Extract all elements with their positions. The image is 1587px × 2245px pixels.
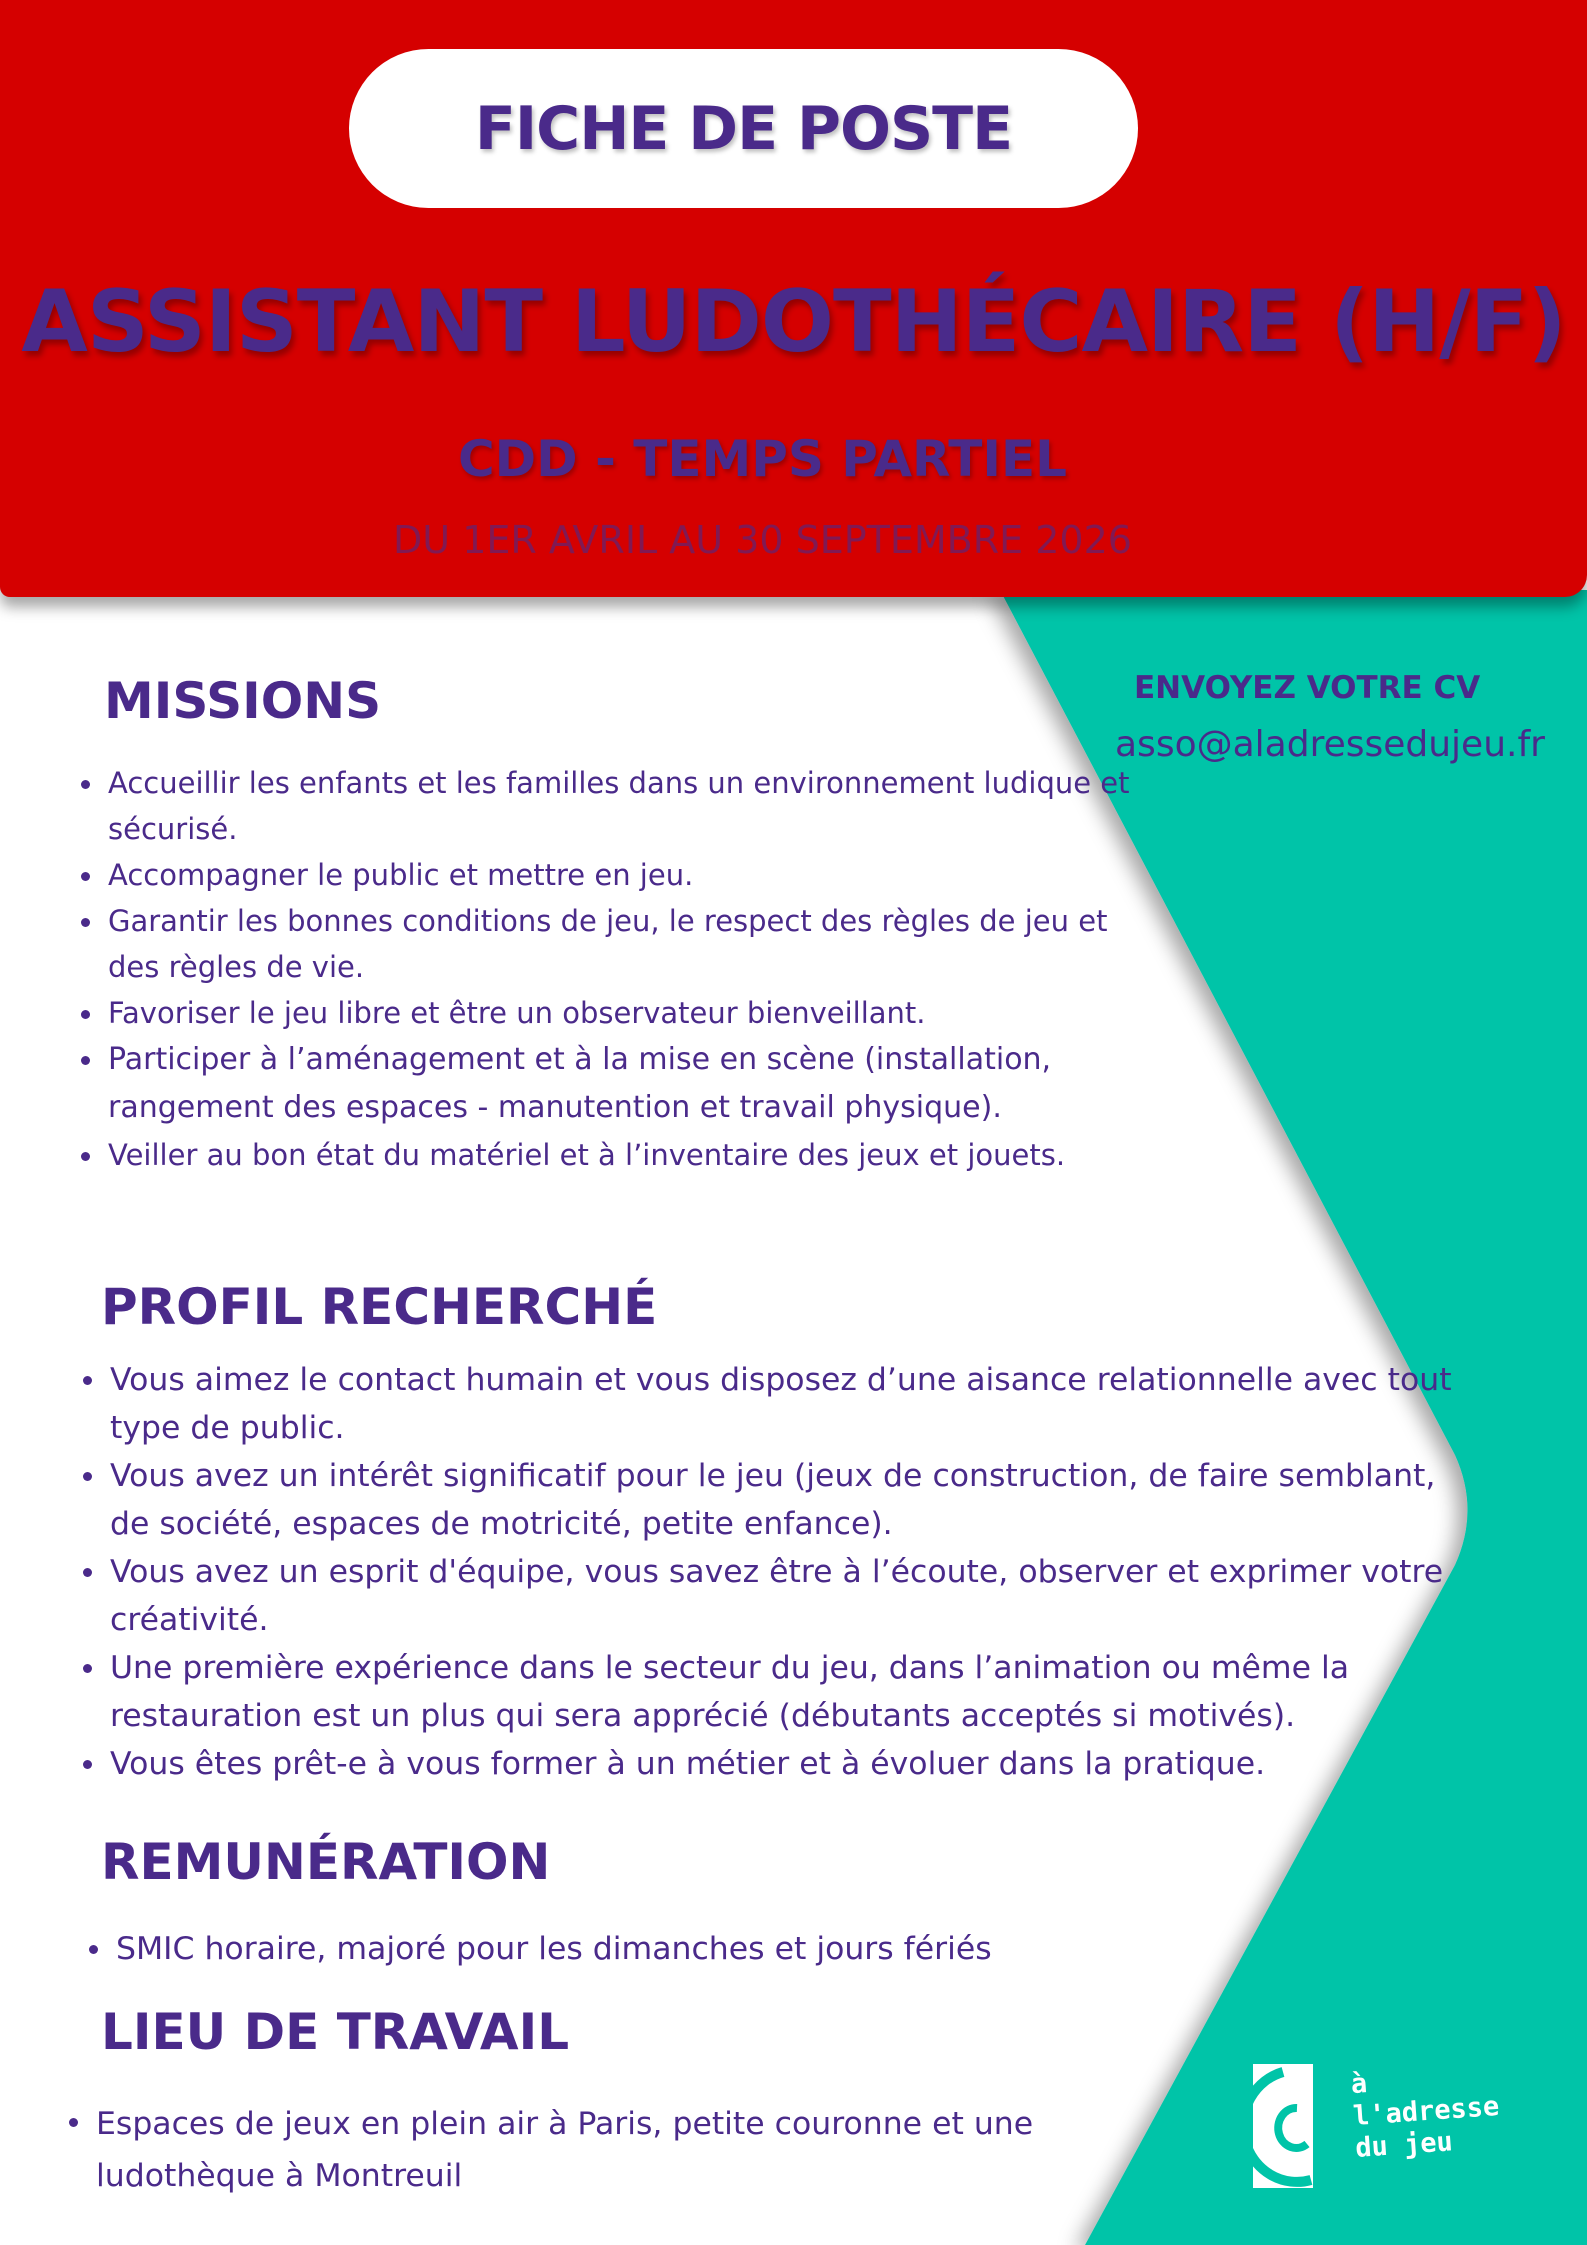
cv-heading: ENVOYEZ VOTRE CV [1134,670,1481,706]
list-item: Veiller au bon état du matériel et à l’inventaire des jeux et jouets. [108,1132,1138,1178]
list-item: Vous aimez le contact humain et vous disposez d’une aisance relationnelle avec tout type de public. [110,1356,1470,1452]
spiral-logo-icon [1253,2064,1349,2188]
list-item: Accueillir les enfants et les familles dans un environnement ludique et sécurisé. [108,760,1138,852]
lieu-title: LIEU DE TRAVAIL [101,2003,570,2061]
profil-list [78,1356,1470,1788]
logo-line-3: du jeu [1354,2126,1454,2164]
remuneration-title: REMUNÉRATION [101,1833,551,1891]
badge-pill [349,49,1138,208]
header-banner [0,0,1587,597]
list-item: Garantir les bonnes conditions de jeu, le respect des règles de jeu et des règles de vie. [108,898,1138,990]
list-item: SMIC horaire, majoré pour les dimanches et jours fériés [116,1925,1216,1973]
lieu-list [64,2098,1136,2202]
logo-line-2: l'adresse [1352,2090,1501,2133]
profil-title: PROFIL RECHERCHÉ [101,1278,658,1336]
list-item: Une première expérience dans le secteur du jeu, dans l’animation ou même la restauration est un plus qui sera apprécié (débutants acceptés si motivés). [110,1644,1470,1740]
list-item: Vous avez un intérêt significatif pour le jeu (jeux de construction, de faire semblant, de société, espaces de motricité, petite enfance). [110,1452,1470,1548]
list-item: Espaces de jeux en plein air à Paris, petite couronne et une ludothèque à Montreuil [96,2098,1136,2202]
contract-dates: DU 1ER AVRIL AU 30 SEPTEMBRE 2026 [393,518,1132,562]
list-item: Vous avez un esprit d'équipe, vous savez être à l’écoute, observer et exprimer votre créativité. [110,1548,1470,1644]
missions-list [76,760,1138,1178]
badge-title: FICHE DE POSTE [474,93,1013,164]
list-item: Favoriser le jeu libre et être un observateur bienveillant. [108,990,1138,1036]
logo-text [1350,2059,1503,2165]
association-logo [1253,2064,1529,2192]
list-item: Accompagner le public et mettre en jeu. [108,852,1138,898]
list-item: Participer à l’aménagement et à la mise en scène (installation, rangement des espaces - manutention et travail physique). [108,1036,1138,1132]
logo-line-1: à [1349,2068,1369,2101]
list-item: Vous êtes prêt-e à vous former à un métier et à évoluer dans la pratique. [110,1740,1470,1788]
missions-title: MISSIONS [104,672,382,730]
contract-type: CDD - TEMPS PARTIEL [457,430,1068,488]
remuneration-list [84,1925,1216,1973]
contact-email-link[interactable]: asso@aladressedujeu.fr [1115,724,1545,765]
job-title: ASSISTANT LUDOTHÉCAIRE (H/F) [21,272,1566,372]
